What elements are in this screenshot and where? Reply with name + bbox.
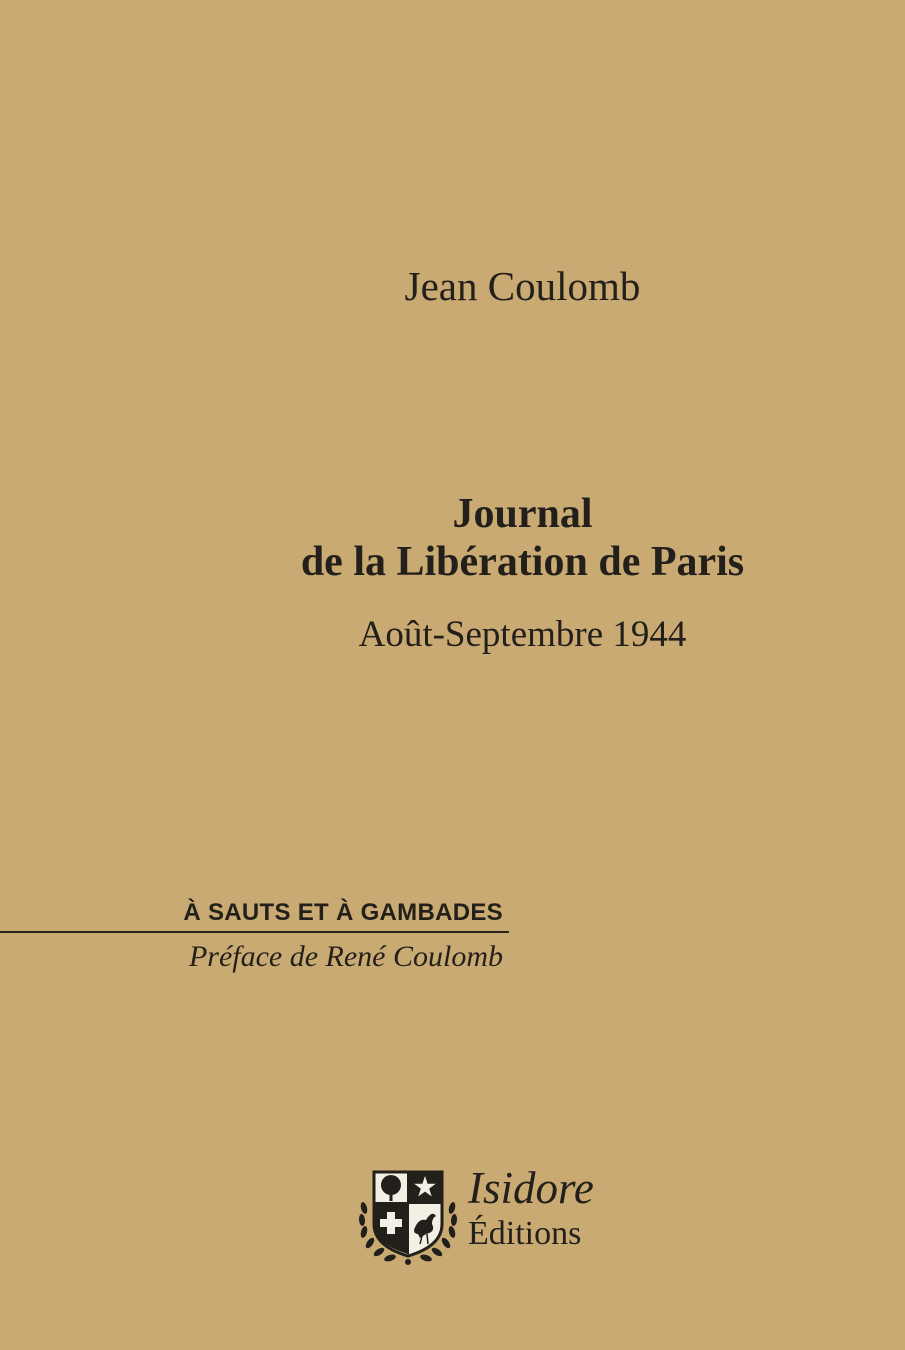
publisher-emblem-icon bbox=[356, 1166, 460, 1266]
title-line-2: de la Libération de Paris bbox=[300, 539, 745, 585]
book-title bbox=[0, 490, 905, 586]
title-line-1: Journal bbox=[452, 491, 593, 537]
series-divider bbox=[0, 931, 509, 933]
publisher-block bbox=[356, 1162, 616, 1272]
preface-credit: Préface de René Coulomb bbox=[188, 940, 503, 973]
publisher-subname: Éditions bbox=[468, 1215, 582, 1252]
book-subtitle: Août-Septembre 1944 bbox=[358, 614, 687, 655]
author-name: Jean Coulomb bbox=[404, 263, 641, 309]
series-name: À SAUTS ET À GAMBADES bbox=[183, 899, 503, 926]
publisher-name: Isidore bbox=[468, 1163, 594, 1213]
